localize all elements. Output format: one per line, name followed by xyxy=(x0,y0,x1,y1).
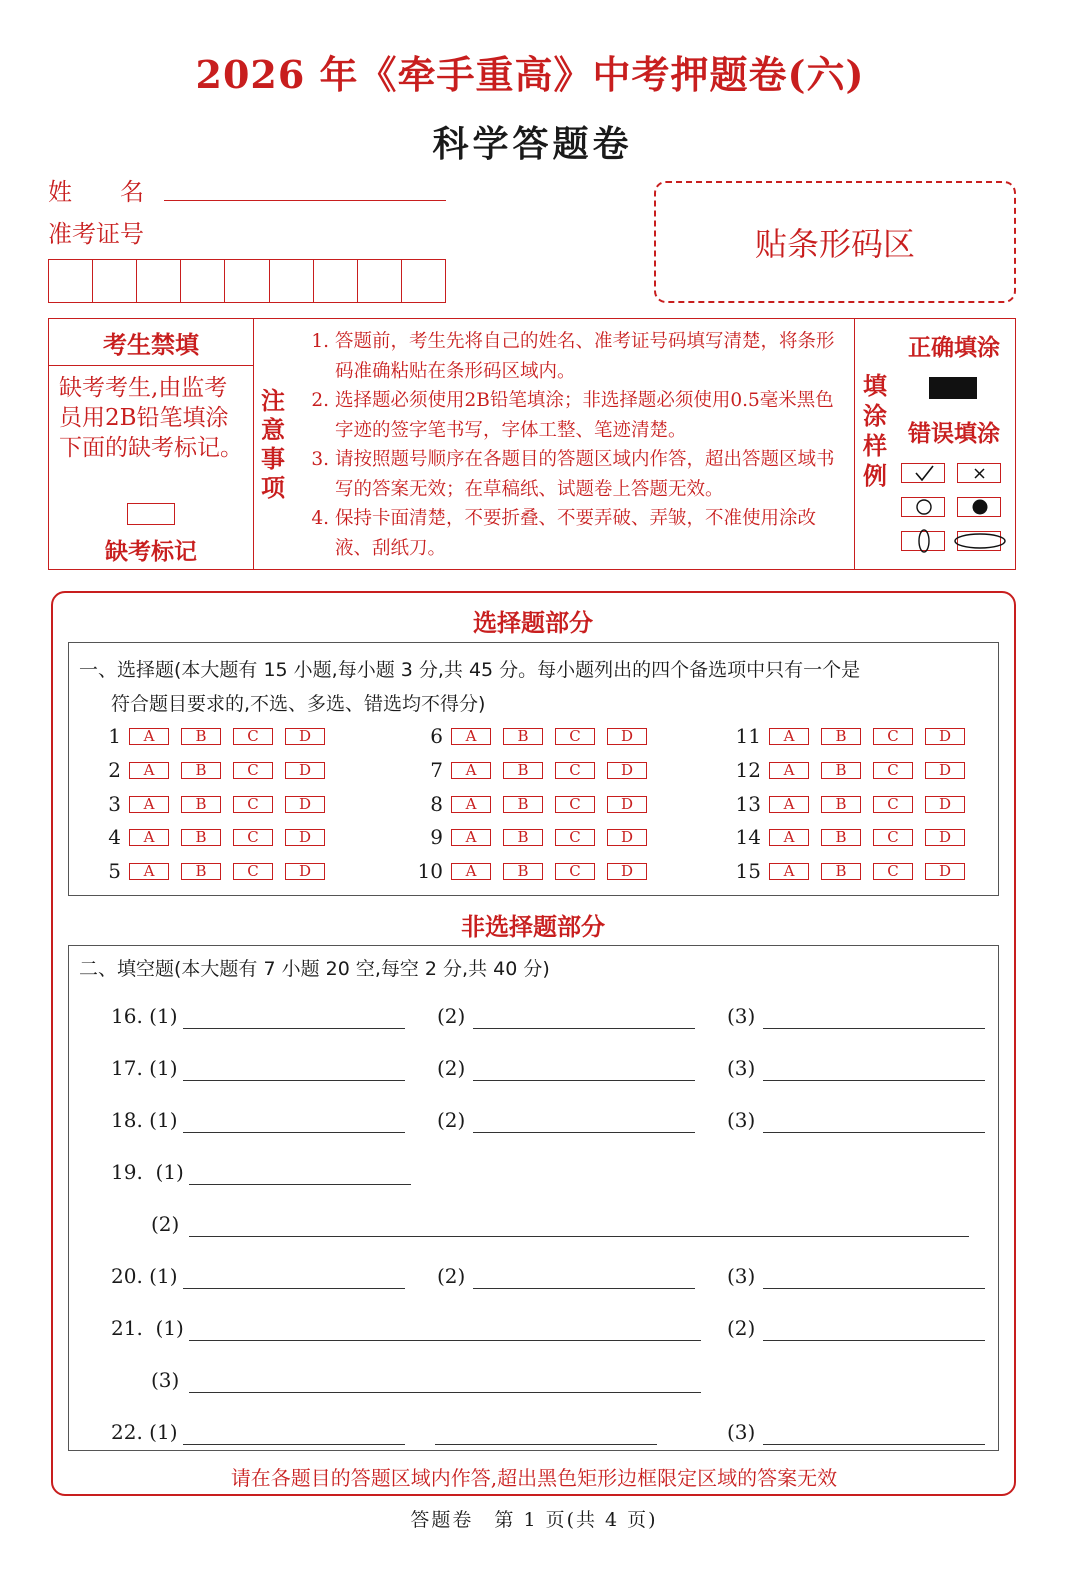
notice-item: 4. 保持卡面清楚，不要折叠、不要弄破、弄皱，不准使用涂改液、刮纸刀。 xyxy=(311,508,817,559)
answer-16-3[interactable] xyxy=(763,1028,985,1029)
mc-question-number: 4 xyxy=(108,825,121,849)
mc-option-c[interactable]: C xyxy=(233,728,273,745)
fill-instructions: 二、填空题(本大题有 7 小题 20 空,每空 2 分,共 40 分) xyxy=(79,958,550,980)
mc-option-d[interactable]: D xyxy=(925,762,965,779)
mc-option-d[interactable]: D xyxy=(285,762,325,779)
correct-fill-sample xyxy=(929,377,977,399)
exam-id-digit-box[interactable] xyxy=(137,260,181,302)
mc-question xyxy=(409,725,659,747)
check-mark-icon xyxy=(901,463,945,483)
exam-id-digit-box[interactable] xyxy=(314,260,358,302)
mc-option-a[interactable]: A xyxy=(769,829,809,846)
mc-question-number: 13 xyxy=(735,792,761,816)
answer-17-3[interactable] xyxy=(763,1080,985,1081)
mc-question xyxy=(87,759,337,781)
answer-19-2[interactable] xyxy=(189,1236,969,1237)
mc-question-number: 12 xyxy=(735,758,761,782)
mc-option-d[interactable]: D xyxy=(607,728,647,745)
mc-question-number: 14 xyxy=(735,825,761,849)
answer-20-1[interactable] xyxy=(183,1288,405,1289)
notice-list xyxy=(291,327,843,563)
mc-option-b[interactable]: B xyxy=(503,796,543,813)
mc-option-a[interactable]: A xyxy=(451,863,491,880)
absent-title: 考生禁填 xyxy=(103,331,199,359)
mc-option-d[interactable]: D xyxy=(607,796,647,813)
notice-box xyxy=(48,318,1016,570)
mc-question-number: 10 xyxy=(417,859,443,883)
mc-option-a[interactable]: A xyxy=(451,728,491,745)
answer-22-1[interactable] xyxy=(183,1444,405,1445)
question-16: 16. (1) (2) (3) xyxy=(69,1004,999,1034)
mc-option-a[interactable]: A xyxy=(129,762,169,779)
mc-option-a[interactable]: A xyxy=(451,829,491,846)
question-18: 18. (1) (2) (3) xyxy=(69,1108,999,1138)
mc-option-d[interactable]: D xyxy=(607,829,647,846)
mc-question xyxy=(87,725,337,747)
notice-item: 1. 答题前，考生先将自己的姓名、准考证号码填写清楚，将条形码准确粘贴在条形码区域内。 xyxy=(311,331,835,382)
circle-mark-icon xyxy=(901,497,945,517)
exam-id-boxes[interactable] xyxy=(48,259,446,303)
notice-item: 2. 选择题必须使用2B铅笔填涂；非选择题必须使用0.5毫米黑色字迹的签字笔书写，字体工整、笔迹清楚。 xyxy=(311,390,834,441)
mc-option-c[interactable]: C xyxy=(873,829,913,846)
page-footer: 答题卷 第 1 页(共 4 页) xyxy=(410,1509,658,1531)
mc-question-number: 15 xyxy=(735,859,761,883)
mc-option-b[interactable]: B xyxy=(503,728,543,745)
exam-id-digit-box[interactable] xyxy=(358,260,402,302)
answer-21-1[interactable] xyxy=(189,1340,701,1341)
mc-option-a[interactable]: A xyxy=(769,728,809,745)
mc-question-number: 9 xyxy=(430,825,443,849)
answer-21-2[interactable] xyxy=(763,1340,985,1341)
mc-option-c[interactable]: C xyxy=(555,728,595,745)
mc-option-c[interactable]: C xyxy=(555,762,595,779)
mc-question xyxy=(727,860,977,882)
exam-id-digit-box[interactable] xyxy=(402,260,445,302)
question-19: 19. (1) xyxy=(69,1160,999,1190)
mc-option-a[interactable]: A xyxy=(129,796,169,813)
question-21: 21. (1) (2) xyxy=(69,1316,999,1346)
question-20: 20. (1) (2) (3) xyxy=(69,1264,999,1294)
mc-option-c[interactable]: C xyxy=(555,863,595,880)
mc-option-a[interactable]: A xyxy=(451,796,491,813)
mc-option-c[interactable]: C xyxy=(873,796,913,813)
mc-option-a[interactable]: A xyxy=(129,829,169,846)
wrong-fill-label: 错误填涂 xyxy=(908,421,1000,447)
mc-option-c[interactable]: C xyxy=(233,762,273,779)
mc-question xyxy=(409,793,659,815)
mc-option-a[interactable]: A xyxy=(769,796,809,813)
mc-option-b[interactable]: B xyxy=(821,762,861,779)
mc-option-b[interactable]: B xyxy=(181,863,221,880)
answer-20-2[interactable] xyxy=(473,1288,695,1289)
mc-option-b[interactable]: B xyxy=(181,728,221,745)
mc-option-c[interactable]: C xyxy=(233,829,273,846)
correct-fill-label: 正确填涂 xyxy=(908,335,1000,361)
page-title: 2026 年《牵手重高》中考押题卷(六) xyxy=(195,52,865,97)
mc-option-c[interactable]: C xyxy=(873,863,913,880)
mc-question xyxy=(409,826,659,848)
sample-vertical-label: 填涂样例 xyxy=(863,372,887,490)
answer-19-1[interactable] xyxy=(189,1184,411,1185)
cross-mark-icon xyxy=(957,463,1001,483)
answer-18-3[interactable] xyxy=(763,1132,985,1133)
answer-17-2[interactable] xyxy=(473,1080,695,1081)
mc-option-b[interactable]: B xyxy=(181,829,221,846)
mc-question-number: 11 xyxy=(735,724,761,748)
question-17: 17. (1) (2) (3) xyxy=(69,1056,999,1086)
mc-option-b[interactable]: B xyxy=(503,863,543,880)
mc-option-d[interactable]: D xyxy=(285,863,325,880)
mc-option-c[interactable]: C xyxy=(555,829,595,846)
exam-id-digit-box[interactable] xyxy=(270,260,314,302)
answer-16-2[interactable] xyxy=(473,1028,695,1029)
absent-mark-label: 缺考标记 xyxy=(105,539,197,565)
answer-22-2[interactable] xyxy=(435,1444,657,1445)
absent-mark-box[interactable] xyxy=(127,503,175,525)
page-subtitle: 科学答题卷 xyxy=(432,124,633,165)
mc-option-b[interactable]: B xyxy=(181,796,221,813)
fill-box xyxy=(68,945,999,1451)
mc-question xyxy=(409,759,659,781)
answer-22-3[interactable] xyxy=(763,1444,985,1445)
notice-vertical-label: 注意事项 xyxy=(261,387,285,502)
answer-16-1[interactable] xyxy=(183,1028,405,1029)
mc-question xyxy=(727,793,977,815)
exam-id-digit-box[interactable] xyxy=(181,260,225,302)
mc-option-b[interactable]: B xyxy=(503,829,543,846)
answer-18-2[interactable] xyxy=(473,1132,695,1133)
mc-option-d[interactable]: D xyxy=(285,796,325,813)
mc-option-b[interactable]: B xyxy=(181,762,221,779)
mc-question-number: 5 xyxy=(108,859,121,883)
bottom-warning: 请在各题目的答题区域内作答,超出黑色矩形边框限定区域的答案无效 xyxy=(230,1466,838,1490)
barcode-area-label: 贴条形码区 xyxy=(754,225,915,263)
horizontal-oval-mark-icon xyxy=(957,531,1001,551)
mc-option-a[interactable]: A xyxy=(129,728,169,745)
mc-question xyxy=(87,793,337,815)
exam-id-label: 准考证号 xyxy=(48,220,144,248)
mc-question-number: 7 xyxy=(430,758,443,782)
mc-question xyxy=(727,826,977,848)
mc-question-number: 6 xyxy=(430,724,443,748)
mc-option-a[interactable]: A xyxy=(769,863,809,880)
mc-option-a[interactable]: A xyxy=(769,762,809,779)
mc-question xyxy=(409,860,659,882)
mc-option-c[interactable]: C xyxy=(555,796,595,813)
mc-option-c[interactable]: C xyxy=(873,762,913,779)
mc-option-d[interactable]: D xyxy=(607,762,647,779)
answer-20-3[interactable] xyxy=(763,1288,985,1289)
mc-option-a[interactable]: A xyxy=(451,762,491,779)
absent-instructions: 缺考考生,由监考员用2B铅笔填涂下面的缺考标记。 xyxy=(59,375,243,461)
mc-option-c[interactable]: C xyxy=(873,728,913,745)
exam-id-digit-box[interactable] xyxy=(93,260,137,302)
name-label: 姓 名 xyxy=(48,178,144,206)
question-19-part-2: (2) xyxy=(69,1212,999,1242)
mc-question-number: 2 xyxy=(108,758,121,782)
exam-id-digit-box[interactable] xyxy=(49,260,93,302)
mc-question-number: 3 xyxy=(108,792,121,816)
mc-option-b[interactable]: B xyxy=(821,863,861,880)
dot-mark-icon xyxy=(957,497,1001,517)
notice-item: 3. 请按照题号顺序在各题目的答题区域内作答，超出答题区域书写的答案无效；在草稿纸、试题卷上答题无效。 xyxy=(311,449,835,500)
mc-option-d[interactable]: D xyxy=(925,863,965,880)
mc-question xyxy=(727,759,977,781)
mc-option-c[interactable]: C xyxy=(233,863,273,880)
mc-question xyxy=(87,860,337,882)
mc-option-d[interactable]: D xyxy=(285,728,325,745)
mc-option-d[interactable]: D xyxy=(925,728,965,745)
mc-section-heading: 选择题部分 xyxy=(473,609,593,637)
mc-instructions: 一、选择题(本大题有 15 小题,每小题 3 分,共 45 分。每小题列出的四个备选项中只有一个是 符合题目要求的,不选、多选、错选均不得分) xyxy=(79,659,861,715)
barcode-area xyxy=(654,181,1016,303)
vertical-oval-mark-icon xyxy=(901,531,945,551)
mc-question xyxy=(87,826,337,848)
question-21-part-3: (3) xyxy=(69,1368,999,1398)
mc-option-b[interactable]: B xyxy=(821,728,861,745)
answer-17-1[interactable] xyxy=(183,1080,405,1081)
fill-section-heading: 非选择题部分 xyxy=(461,913,605,941)
mc-option-b[interactable]: B xyxy=(821,829,861,846)
mc-option-b[interactable]: B xyxy=(503,762,543,779)
answer-area xyxy=(51,591,1016,1496)
mc-option-d[interactable]: D xyxy=(607,863,647,880)
mc-option-c[interactable]: C xyxy=(233,796,273,813)
answer-21-3[interactable] xyxy=(189,1392,701,1393)
exam-id-digit-box[interactable] xyxy=(225,260,269,302)
mc-option-a[interactable]: A xyxy=(129,863,169,880)
mc-option-d[interactable]: D xyxy=(925,829,965,846)
mc-box xyxy=(68,642,999,896)
mc-question-number: 1 xyxy=(108,724,121,748)
name-field[interactable] xyxy=(164,200,446,201)
mc-question-number: 8 xyxy=(430,792,443,816)
mc-option-d[interactable]: D xyxy=(285,829,325,846)
question-22: 22. (1) (3) xyxy=(69,1420,999,1450)
mc-question xyxy=(727,725,977,747)
answer-18-1[interactable] xyxy=(183,1132,405,1133)
mc-option-b[interactable]: B xyxy=(821,796,861,813)
mc-option-d[interactable]: D xyxy=(925,796,965,813)
